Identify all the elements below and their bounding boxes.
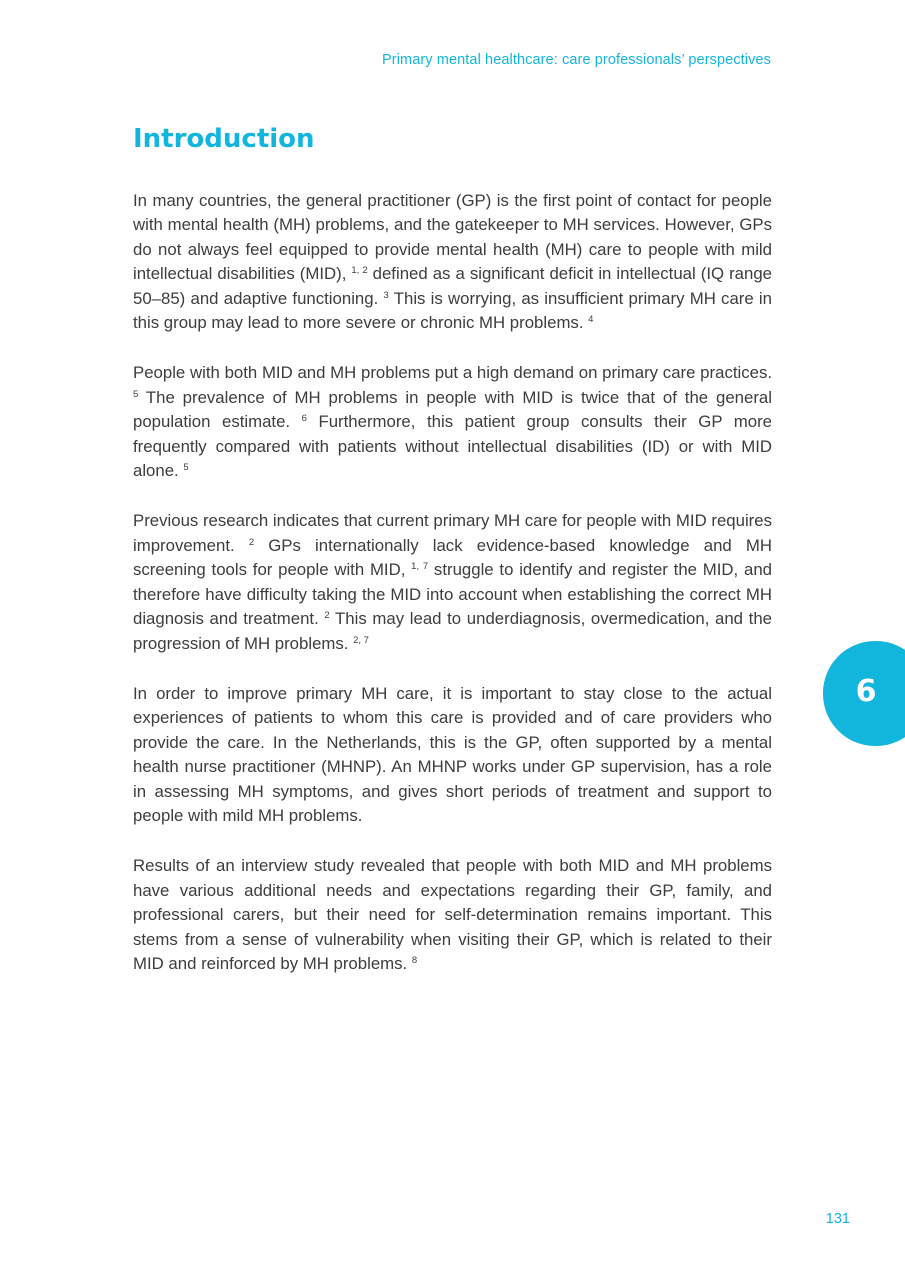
paragraph [133,189,772,335]
paragraph-text: In order to improve primary MH care, it is important to stay close to the actual experiences of patients to whom this care is provided and of care providers who provide the care. In the Netherlands, this is the GP, often supported by a mental health nurse practitioner (MHNP). An MHNP works under GP supervision, has a role in assessing MH symptoms, and gives short periods of treatment and support to people with mild MH problems. [133,683,772,825]
citation-ref: 2 [324,610,330,622]
paragraph-text: In many countries, the general practitioner (GP) is the first point of contact for people with mental health (MH) problems, and the gatekeeper to MH services. However, GPs do not always feel equipped to provide mental health (MH) care to people with mild intellectual disabilities (MID), [133,191,772,284]
paragraph-text: This is worrying, as insufficient primary MH care in this group may lead to more severe or chronic MH problems. [133,288,772,333]
citation-ref: 2 [248,536,255,548]
paragraph-text: Previous research indicates that current primary MH care for people with MID requires improvement. [133,511,772,555]
paragraph-text: defined as a significant deficit in intellectual (IQ range 50–85) and adaptive functioning. [133,264,772,308]
paragraph-text: Furthermore, this patient group consults their GP more frequently compared with patients without intellectual disabilities (ID) or with MID alone. [133,412,772,481]
citation-ref: 4 [588,314,594,326]
chapter-number: 6 [855,674,877,709]
paragraph [133,361,772,483]
section-title: Introduction [133,124,315,154]
paragraph [133,854,772,976]
citation-ref: 1, 2 [351,265,368,277]
paragraph [133,682,772,828]
paragraph-text: GPs internationally lack evidence-based knowledge and MH screening tools for people with MID, [133,535,772,580]
paragraph-text: The prevalence of MH problems in people with MID is twice that of the general population estimate. [133,387,772,432]
paragraph [133,509,772,655]
page-number: 131 [825,1211,850,1227]
citation-ref: 5 [183,462,189,474]
citation-ref: 1, 7 [411,561,429,573]
paragraph-text: This may lead to underdiagnosis, overmedication, and the progression of MH problems. [133,609,772,653]
citation-ref: 3 [383,289,389,301]
citation-ref: 6 [301,413,307,425]
running-header: Primary mental healthcare: care professionals’ perspectives [382,52,771,68]
paragraph-text: People with both MID and MH problems put a high demand on primary care practices. [133,363,772,383]
citation-ref: 5 [133,388,139,400]
citation-ref: 8 [411,954,418,966]
paragraph-text: Results of an interview study revealed that people with both MID and MH problems have various additional needs and expectations regarding their GP, family, and professional carers, but their need for self-determination remains important. This stems from a sense of vulnerability when visiting their GP, which is related to their MID and reinforced by MH problems. [133,856,772,973]
paragraph-text: struggle to identify and register the MID, and therefore have difficulty taking the MID into account when establishing the correct MH diagnosis and treatment. [133,560,772,629]
body-text [133,189,772,1002]
citation-ref: 2, 7 [353,634,369,646]
